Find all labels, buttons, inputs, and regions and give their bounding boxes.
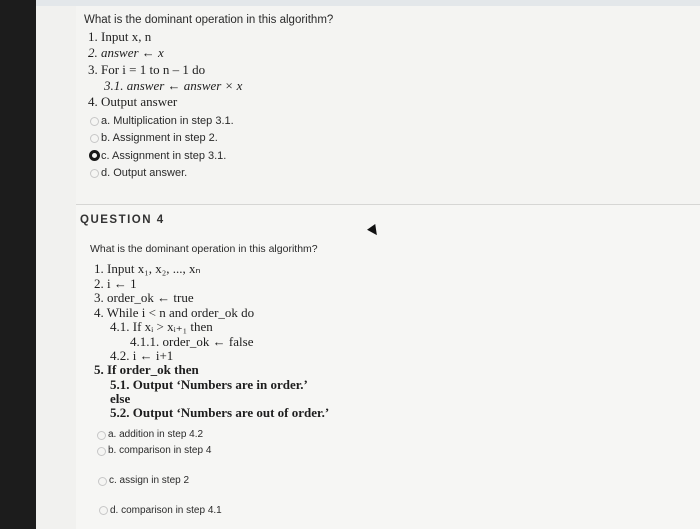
q2-prompt: What is the dominant operation in this algorithm? (90, 243, 318, 255)
q1-option-d-label[interactable]: d. Output answer. (101, 167, 188, 179)
quiz-screen (36, 0, 700, 529)
question-4-heading: QUESTION 4 (80, 214, 165, 226)
q2-option-a-radio[interactable] (97, 431, 106, 440)
q1-option-b-label[interactable]: b. Assignment in step 2. (101, 132, 218, 144)
q2-step-5-1: 5.1. Output ‘Numbers are in order.’ (110, 377, 308, 392)
q2-option-b-radio[interactable] (97, 447, 106, 456)
q2-step-1: 1. Input x₁, x₂, ..., xₙ (94, 261, 201, 276)
q1-option-a-label[interactable]: a. Multiplication in step 3.1. (101, 115, 234, 127)
q2-step-2: 2. i ← 1 (94, 276, 137, 291)
q2-step-5: 5. If order_ok then (94, 362, 199, 377)
q1-option-b-radio[interactable] (90, 134, 99, 143)
q1-step-3-1: 3.1. answer ← answer × x (104, 78, 243, 93)
q1-option-c-radio-selected[interactable] (89, 150, 100, 161)
q2-step-4: 4. While i < n and order_ok do (94, 305, 255, 320)
q2-option-b-label[interactable]: b. comparison in step 4 (108, 445, 212, 456)
q1-prompt: What is the dominant operation in this algorithm? (84, 14, 334, 26)
q1-step-2: 2. answer ← x (88, 45, 164, 60)
q2-option-c-label[interactable]: c. assign in step 2 (109, 475, 190, 486)
q2-option-d-radio[interactable] (99, 506, 108, 515)
q2-step-5-2: 5.2. Output ‘Numbers are out of order.’ (110, 405, 330, 420)
q2-option-d-label[interactable]: d. comparison in step 4.1 (110, 505, 222, 516)
q2-option-c-radio[interactable] (98, 477, 107, 486)
q2-option-a-label[interactable]: a. addition in step 4.2 (108, 429, 204, 440)
q2-step-4-2: 4.2. i ← i+1 (110, 348, 174, 363)
q2-step-4-1-1: 4.1.1. order_ok ← false (130, 334, 254, 349)
q1-option-a-radio[interactable] (90, 117, 99, 126)
q1-step-1: 1. Input x, n (88, 29, 152, 44)
q1-step-4: 4. Output answer (88, 94, 178, 109)
q2-else: else (110, 391, 131, 406)
q1-option-d-radio[interactable] (90, 169, 99, 178)
q1-option-c-label[interactable]: c. Assignment in step 3.1. (101, 150, 227, 162)
q2-step-4-1: 4.1. If xᵢ > xᵢ₊₁ then (110, 319, 213, 334)
q1-step-3: 3. For i = 1 to n – 1 do (88, 62, 206, 77)
q2-step-3: 3. order_ok ← true (94, 290, 194, 305)
